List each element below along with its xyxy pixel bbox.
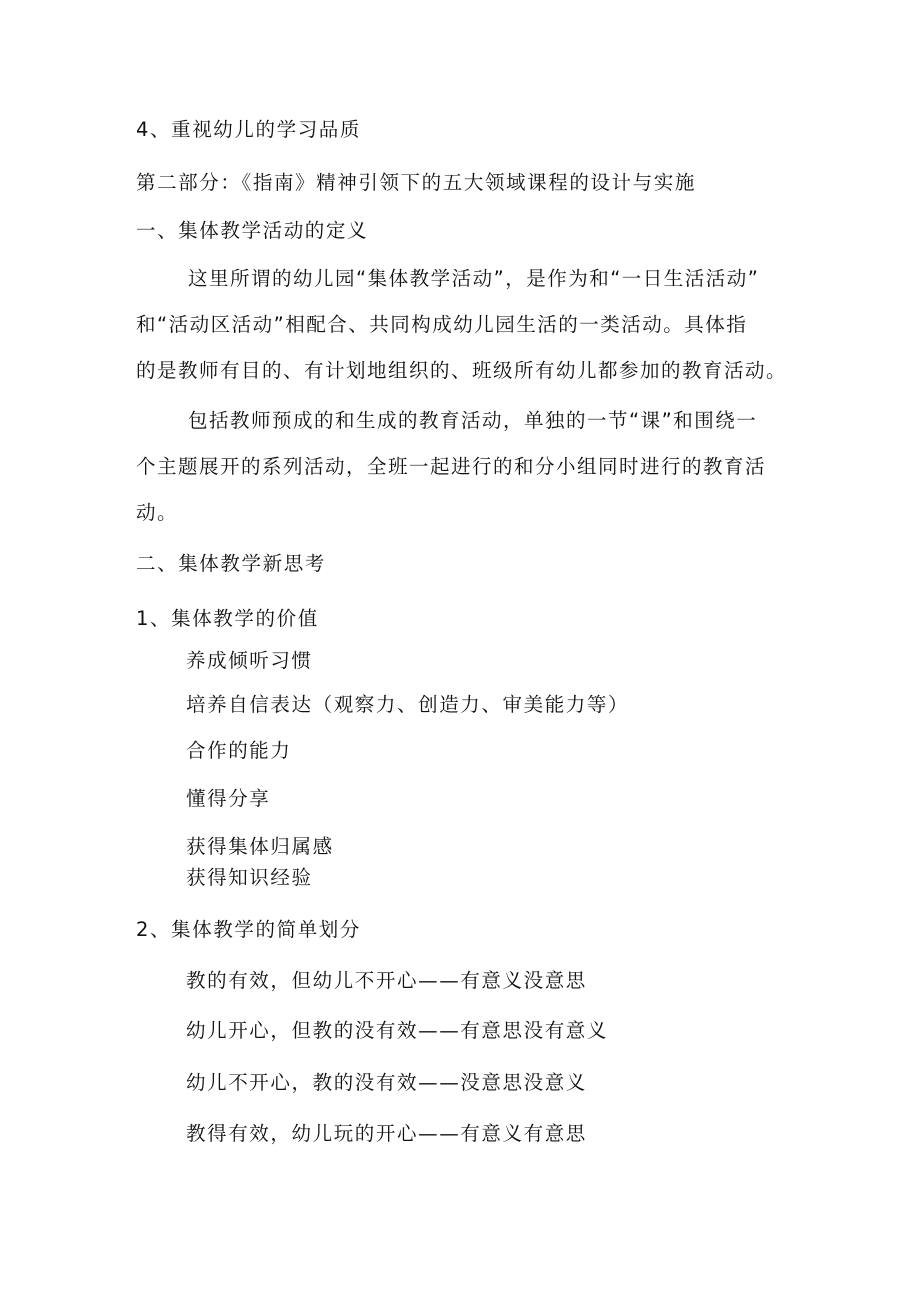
value-item: 养成倾听习惯 [186,649,313,672]
paragraph-line: 动。 [136,501,179,524]
value-item: 合作的能力 [186,739,292,762]
paragraph-line: 个主题展开的系列活动，全班一起进行的和分小组同时进行的教育活 [136,455,767,478]
sub1-title: 1、集体教学的价值 [136,607,319,630]
division-item: 教的有效，但幼儿不开心——有意义没意思 [186,969,587,992]
paragraph-line: 这里所谓的幼儿园“集体教学活动”，是作为和“一日生活活动” [188,267,760,290]
paragraph-includes [136,409,784,525]
division-item: 教得有效，幼儿玩的开心——有意义有意思 [186,1122,587,1145]
paragraph-definition [136,267,788,383]
heading-4: 4、重视幼儿的学习品质 [136,118,362,141]
section1-title: 一、集体教学活动的定义 [136,219,369,242]
part2-title: 第二部分：《指南》精神引领下的五大领域课程的设计与实施 [136,171,696,194]
sub2-title: 2、集体教学的简单划分 [136,918,362,941]
value-item: 培养自信表达（观察力、创造力、审美能力等） [186,693,630,716]
paragraph-line: 的是教师有目的、有计划地组织的、班级所有幼儿都参加的教育活动。 [136,359,788,382]
paragraph-line: 和“活动区活动”相配合、共同构成幼儿园生活的一类活动。具体指 [136,313,748,336]
value-item: 懂得分享 [186,787,271,810]
value-item: 获得知识经验 [186,866,313,889]
division-item: 幼儿不开心，教的没有效——没意思没意义 [186,1071,587,1094]
paragraph-line: 包括教师预成的和生成的教育活动，单独的一节“课”和围绕一 [188,409,758,432]
section2-title: 二、集体教学新思考 [136,552,326,575]
division-item: 幼儿开心，但教的没有效——有意思没有意义 [186,1019,609,1042]
value-item: 获得集体归属感 [186,835,334,858]
